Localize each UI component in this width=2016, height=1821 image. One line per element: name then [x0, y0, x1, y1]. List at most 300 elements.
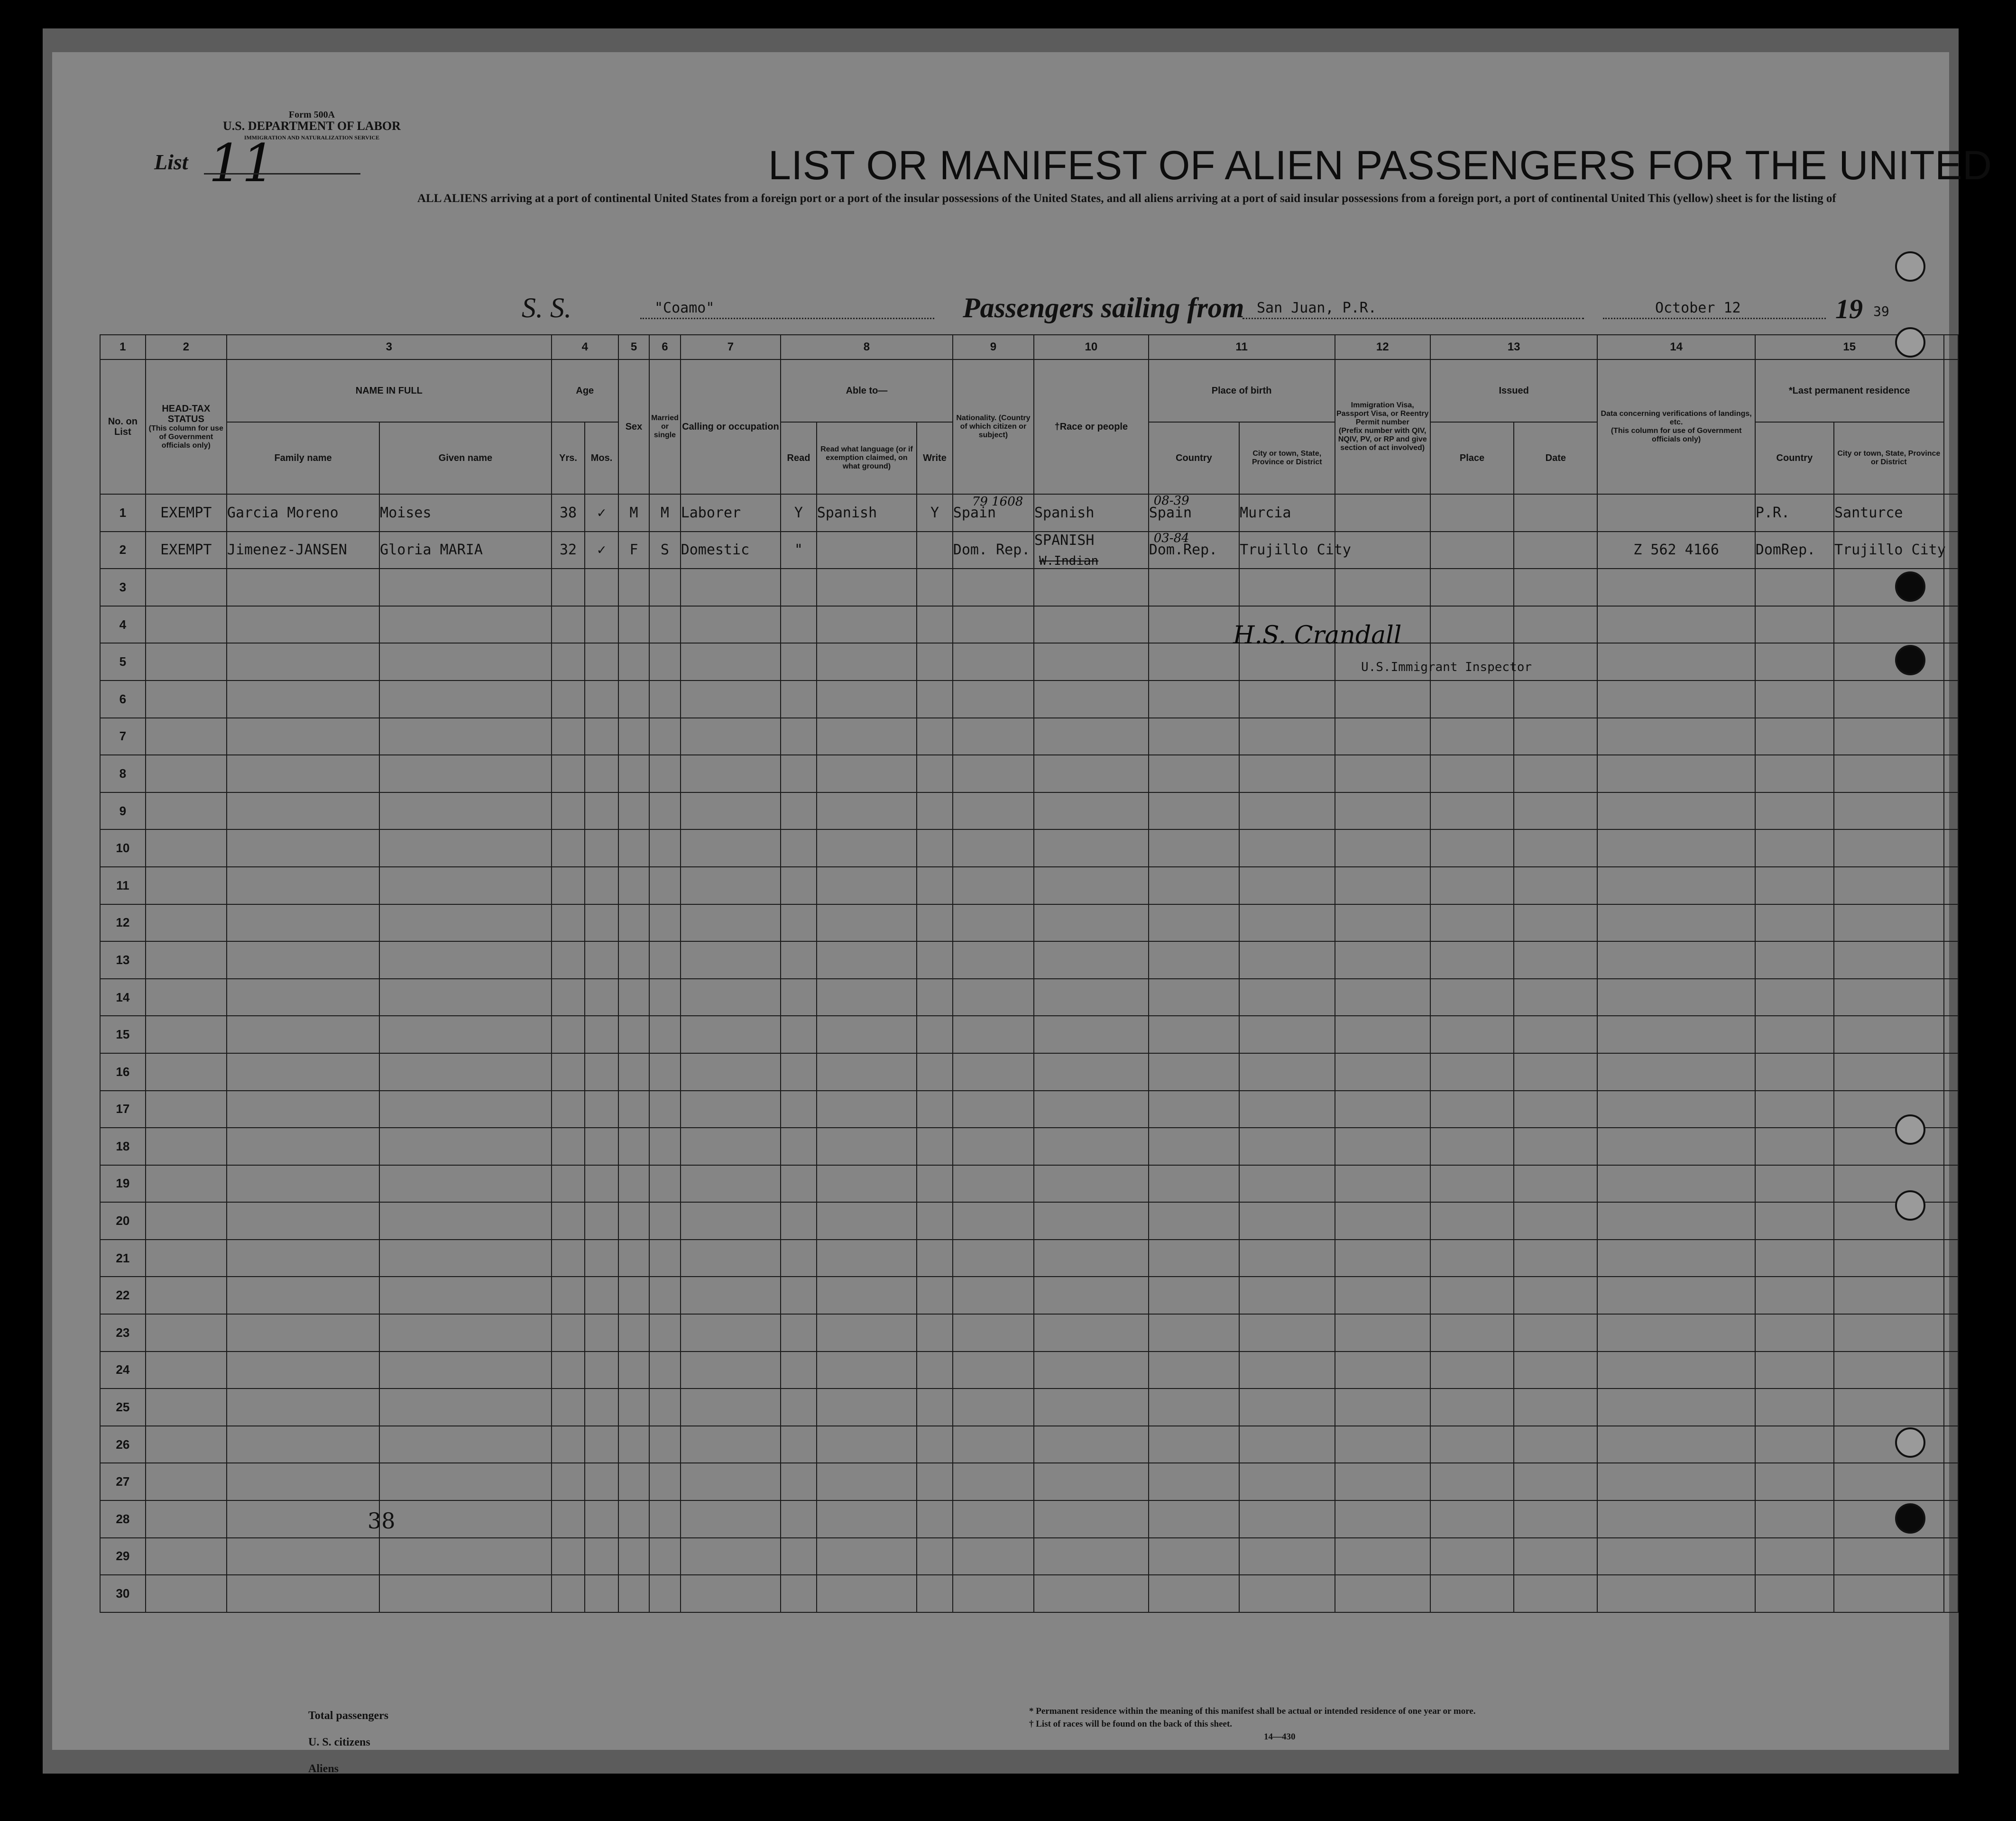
empty-cell — [618, 1128, 649, 1165]
empty-cell — [379, 1500, 552, 1538]
empty-cell — [917, 569, 953, 606]
empty-cell — [227, 829, 379, 867]
header-issued: Issued — [1430, 359, 1598, 422]
empty-cell — [649, 681, 680, 718]
empty-cell — [1335, 1463, 1430, 1500]
empty-cell — [552, 1500, 585, 1538]
empty-cell — [618, 1202, 649, 1240]
header-able-to: Able to— — [781, 359, 953, 422]
empty-cell — [649, 569, 680, 606]
empty-cell — [1755, 1202, 1834, 1240]
empty-cell — [817, 1463, 917, 1500]
empty-cell — [585, 1538, 618, 1575]
empty-cell — [1430, 1352, 1514, 1389]
empty-cell — [817, 979, 917, 1016]
empty-cell — [1597, 1463, 1755, 1500]
empty-cell — [1514, 867, 1597, 904]
empty-cell — [1239, 979, 1335, 1016]
empty-cell — [227, 1091, 379, 1128]
empty-cell — [681, 941, 781, 979]
empty-cell — [953, 1016, 1034, 1053]
empty-cell — [618, 569, 649, 606]
empty-cell — [953, 1538, 1034, 1575]
empty-cell — [552, 718, 585, 755]
cell-head-tax: EXEMPT — [146, 532, 227, 569]
empty-cell — [1755, 1538, 1834, 1575]
empty-cell — [1597, 979, 1755, 1016]
empty-cell — [1514, 1165, 1597, 1203]
empty-cell — [1834, 1500, 1944, 1538]
empty-cell — [1755, 792, 1834, 830]
empty-cell — [1149, 941, 1239, 979]
empty-cell — [781, 1352, 817, 1389]
empty-cell — [1514, 1128, 1597, 1165]
empty-cell — [618, 979, 649, 1016]
empty-cell — [379, 643, 552, 681]
page-title: LIST OR MANIFEST OF ALIEN PASSENGERS FOR THE UNITED — [768, 143, 1992, 188]
empty-cell — [681, 904, 781, 942]
empty-cell — [1335, 1202, 1430, 1240]
empty-cell — [681, 1091, 781, 1128]
binder-hole — [1895, 645, 1925, 675]
empty-cell — [552, 867, 585, 904]
service-name: IMMIGRATION AND NATURALIZATION SERVICE — [244, 134, 380, 141]
empty-cell — [227, 1053, 379, 1091]
empty-cell — [552, 1314, 585, 1352]
empty-cell — [1944, 1053, 1958, 1091]
empty-cell — [1597, 606, 1755, 644]
empty-cell — [146, 829, 227, 867]
empty-cell — [1514, 792, 1597, 830]
empty-cell — [618, 755, 649, 792]
empty-cell — [1597, 1389, 1755, 1426]
manifest-rows — [100, 494, 1958, 1612]
empty-row — [100, 1016, 1958, 1053]
empty-cell — [1239, 1128, 1335, 1165]
manifest-table — [100, 334, 1959, 1613]
empty-cell — [1755, 1575, 1834, 1612]
empty-cell — [1430, 792, 1514, 830]
empty-cell — [953, 755, 1034, 792]
empty-cell — [1034, 1352, 1149, 1389]
empty-cell — [953, 941, 1034, 979]
nationality-code-note: 79 1608 — [972, 495, 1023, 509]
empty-cell — [1149, 1538, 1239, 1575]
empty-cell — [1944, 1352, 1958, 1389]
header-head-tax — [146, 359, 227, 494]
empty-cell — [146, 792, 227, 830]
empty-cell — [552, 1277, 585, 1314]
footnotes — [1029, 1705, 1475, 1743]
header-read: Read — [781, 422, 817, 494]
empty-cell — [917, 904, 953, 942]
totals-block — [308, 1702, 388, 1782]
empty-cell — [379, 867, 552, 904]
empty-cell — [1034, 867, 1149, 904]
empty-cell — [953, 792, 1034, 830]
empty-cell — [585, 1165, 618, 1203]
empty-cell — [917, 1352, 953, 1389]
empty-cell — [1834, 569, 1944, 606]
row-number: 7 — [100, 718, 146, 755]
empty-cell — [1944, 904, 1958, 942]
cell-res-country: DomRep. — [1755, 532, 1834, 569]
empty-cell — [146, 643, 227, 681]
empty-cell — [146, 1053, 227, 1091]
empty-cell — [1430, 1202, 1514, 1240]
empty-cell — [552, 979, 585, 1016]
empty-cell — [681, 1314, 781, 1352]
empty-cell — [1149, 681, 1239, 718]
empty-cell — [1597, 643, 1755, 681]
empty-cell — [1430, 1165, 1514, 1203]
empty-cell — [1034, 1463, 1149, 1500]
cell-given: Moises — [379, 494, 552, 532]
empty-cell — [953, 1314, 1034, 1352]
empty-cell — [817, 1575, 917, 1612]
empty-cell — [1597, 1352, 1755, 1389]
empty-cell — [1755, 1389, 1834, 1426]
empty-cell — [1514, 1426, 1597, 1463]
empty-cell — [1034, 1314, 1149, 1352]
empty-cell — [781, 1165, 817, 1203]
empty-cell — [1239, 1575, 1335, 1612]
empty-row — [100, 1352, 1958, 1389]
empty-cell — [379, 606, 552, 644]
empty-cell — [1034, 1426, 1149, 1463]
empty-cell — [649, 1389, 680, 1426]
empty-cell — [1755, 1500, 1834, 1538]
footnote-residence: * Permanent residence within the meaning of this manifest shall be actual or intended residence of one year or more. — [1029, 1706, 1476, 1716]
empty-cell — [1755, 1314, 1834, 1352]
empty-cell — [1755, 569, 1834, 606]
empty-cell — [1430, 1016, 1514, 1053]
empty-cell — [1149, 1389, 1239, 1426]
binder-hole — [1895, 327, 1925, 358]
empty-cell — [1149, 1314, 1239, 1352]
empty-cell — [917, 1053, 953, 1091]
manifest-sheet — [52, 52, 1992, 1775]
head-tax-label: HEAD-TAX STATUS — [162, 404, 211, 424]
empty-cell — [1944, 1016, 1958, 1053]
empty-cell — [917, 1277, 953, 1314]
empty-cell — [1239, 1165, 1335, 1203]
empty-cell — [379, 1538, 552, 1575]
empty-cell — [1149, 1500, 1239, 1538]
tally-number: 38 — [368, 1508, 396, 1534]
empty-cell — [379, 1091, 552, 1128]
empty-cell — [379, 829, 552, 867]
empty-cell — [1834, 1389, 1944, 1426]
list-label: List — [154, 150, 188, 174]
empty-cell — [1514, 569, 1597, 606]
empty-cell — [1834, 1426, 1944, 1463]
empty-cell — [552, 1538, 585, 1575]
empty-cell — [1834, 867, 1944, 904]
us-citizens-label: U. S. citizens — [308, 1736, 370, 1748]
empty-cell — [681, 569, 781, 606]
empty-cell — [618, 1016, 649, 1053]
empty-row — [100, 718, 1958, 755]
cell-birth-country: Dom.Rep. 03-84 — [1149, 532, 1239, 569]
empty-cell — [1430, 569, 1514, 606]
empty-cell — [681, 979, 781, 1016]
empty-cell — [552, 681, 585, 718]
col-number: 12 — [1335, 335, 1430, 359]
empty-row — [100, 569, 1958, 606]
col-number: 15 — [1755, 335, 1944, 359]
empty-cell — [618, 1352, 649, 1389]
empty-cell — [917, 1500, 953, 1538]
sailing-date: October 12 — [1655, 300, 1741, 316]
empty-row — [100, 904, 1958, 942]
empty-cell — [953, 1128, 1034, 1165]
struck-race-note: W.Indian — [1039, 554, 1099, 569]
empty-cell — [227, 1128, 379, 1165]
empty-cell — [379, 1128, 552, 1165]
empty-cell — [817, 606, 917, 644]
empty-cell — [379, 904, 552, 942]
empty-cell — [1944, 569, 1958, 606]
empty-cell — [1755, 1426, 1834, 1463]
cell-head-tax: EXEMPT — [146, 494, 227, 532]
empty-cell — [227, 755, 379, 792]
row-number: 13 — [100, 941, 146, 979]
empty-cell — [953, 718, 1034, 755]
empty-cell — [953, 569, 1034, 606]
empty-cell — [681, 867, 781, 904]
empty-cell — [1430, 941, 1514, 979]
cell-race: SPANISH W.Indian — [1034, 532, 1149, 569]
empty-cell — [1834, 1463, 1944, 1500]
empty-cell — [552, 755, 585, 792]
passenger-row — [100, 532, 1958, 569]
empty-cell — [953, 867, 1034, 904]
empty-cell — [1597, 1091, 1755, 1128]
empty-row — [100, 1538, 1958, 1575]
empty-cell — [1597, 792, 1755, 830]
empty-cell — [146, 718, 227, 755]
empty-cell — [1034, 1575, 1149, 1612]
empty-cell — [1514, 1500, 1597, 1538]
empty-cell — [1597, 829, 1755, 867]
empty-cell — [917, 606, 953, 644]
empty-cell — [1834, 1165, 1944, 1203]
empty-cell — [1239, 941, 1335, 979]
empty-cell — [227, 1277, 379, 1314]
empty-row — [100, 1575, 1958, 1612]
cell-sex: F — [618, 532, 649, 569]
row-number: 19 — [100, 1165, 146, 1203]
cell-verification — [1597, 494, 1755, 532]
empty-cell — [817, 904, 917, 942]
empty-cell — [781, 1575, 817, 1612]
empty-cell — [681, 792, 781, 830]
header-res-country: Country — [1755, 422, 1834, 494]
cell-nationality: Spain 79 1608 — [953, 494, 1034, 532]
empty-cell — [1239, 1016, 1335, 1053]
empty-cell — [1239, 904, 1335, 942]
empty-cell — [1430, 1240, 1514, 1277]
empty-cell — [1944, 1463, 1958, 1500]
empty-cell — [1335, 941, 1430, 979]
empty-cell — [1239, 755, 1335, 792]
birth-code-note: 03-84 — [1153, 531, 1189, 545]
empty-cell — [1335, 1277, 1430, 1314]
empty-cell — [1034, 941, 1149, 979]
empty-cell — [146, 904, 227, 942]
empty-cell — [681, 1053, 781, 1091]
cell-yrs: 32 — [552, 532, 585, 569]
cell-calling: Laborer — [681, 494, 781, 532]
empty-cell — [649, 1240, 680, 1277]
header-issued-place: Place — [1430, 422, 1514, 494]
empty-cell — [1239, 1538, 1335, 1575]
empty-cell — [1149, 867, 1239, 904]
empty-cell — [1755, 1277, 1834, 1314]
row-number: 14 — [100, 979, 146, 1016]
empty-cell — [618, 1389, 649, 1426]
empty-cell — [585, 569, 618, 606]
empty-cell — [649, 1463, 680, 1500]
empty-row — [100, 1165, 1958, 1203]
empty-cell — [1149, 643, 1239, 681]
empty-cell — [585, 904, 618, 942]
empty-cell — [146, 1202, 227, 1240]
empty-cell — [781, 1538, 817, 1575]
cell-race: Spanish — [1034, 494, 1149, 532]
empty-cell — [1430, 904, 1514, 942]
empty-cell — [781, 867, 817, 904]
empty-cell — [953, 1426, 1034, 1463]
empty-cell — [146, 1277, 227, 1314]
cell-mos: ✓ — [585, 532, 618, 569]
empty-cell — [781, 829, 817, 867]
empty-cell — [1755, 829, 1834, 867]
empty-cell — [1034, 1277, 1149, 1314]
empty-cell — [1834, 904, 1944, 942]
header-place-of-birth: Place of birth — [1149, 359, 1335, 422]
empty-cell — [1514, 1314, 1597, 1352]
empty-cell — [917, 1463, 953, 1500]
birth-code-note: 08-39 — [1153, 494, 1189, 508]
empty-cell — [1430, 829, 1514, 867]
empty-cell — [1239, 718, 1335, 755]
empty-cell — [1944, 1426, 1958, 1463]
empty-cell — [1755, 755, 1834, 792]
port-underline — [1243, 318, 1584, 319]
empty-cell — [1335, 1091, 1430, 1128]
header-res-city: City or town, State, Province or District — [1834, 422, 1944, 494]
empty-cell — [1149, 569, 1239, 606]
empty-cell — [649, 1202, 680, 1240]
empty-cell — [649, 829, 680, 867]
col-number: 7 — [681, 335, 781, 359]
empty-cell — [1755, 941, 1834, 979]
empty-cell — [618, 606, 649, 644]
empty-cell — [649, 1277, 680, 1314]
empty-cell — [1335, 829, 1430, 867]
empty-cell — [953, 829, 1034, 867]
empty-cell — [681, 1165, 781, 1203]
empty-cell — [1034, 1538, 1149, 1575]
empty-cell — [379, 1240, 552, 1277]
empty-cell — [1944, 1277, 1958, 1314]
empty-cell — [146, 1091, 227, 1128]
cell-family: Jimenez-JANSEN — [227, 532, 379, 569]
empty-cell — [552, 904, 585, 942]
row-number: 6 — [100, 681, 146, 718]
empty-cell — [585, 1463, 618, 1500]
margin-cell — [1944, 359, 1958, 494]
row-number: 18 — [100, 1128, 146, 1165]
empty-cell — [379, 1575, 552, 1612]
header-row-1 — [100, 359, 1958, 422]
empty-cell — [1755, 1240, 1834, 1277]
empty-cell — [781, 1202, 817, 1240]
empty-cell — [1430, 867, 1514, 904]
inspector-title: U.S.Immigrant Inspector — [1361, 660, 1532, 674]
col-number: 13 — [1430, 335, 1598, 359]
empty-cell — [953, 1463, 1034, 1500]
empty-row — [100, 606, 1958, 644]
empty-cell — [649, 1165, 680, 1203]
empty-cell — [552, 829, 585, 867]
empty-cell — [1834, 792, 1944, 830]
empty-cell — [1335, 904, 1430, 942]
empty-cell — [1944, 979, 1958, 1016]
empty-cell — [1514, 1202, 1597, 1240]
empty-cell — [1834, 979, 1944, 1016]
empty-cell — [227, 979, 379, 1016]
empty-cell — [1834, 1128, 1944, 1165]
empty-cell — [379, 792, 552, 830]
header-name-in-full: NAME IN FULL — [227, 359, 552, 422]
empty-cell — [817, 829, 917, 867]
empty-cell — [1944, 1389, 1958, 1426]
empty-cell — [1597, 867, 1755, 904]
ship-name: "Coamo" — [654, 300, 715, 316]
empty-cell — [817, 1128, 917, 1165]
empty-cell — [649, 1091, 680, 1128]
empty-cell — [1514, 904, 1597, 942]
empty-cell — [1834, 1277, 1944, 1314]
empty-cell — [1335, 755, 1430, 792]
empty-cell — [1430, 1053, 1514, 1091]
empty-cell — [1149, 1202, 1239, 1240]
empty-cell — [618, 718, 649, 755]
empty-cell — [618, 829, 649, 867]
empty-cell — [917, 867, 953, 904]
empty-cell — [1834, 681, 1944, 718]
empty-cell — [681, 1352, 781, 1389]
row-number: 9 — [100, 792, 146, 830]
empty-row — [100, 1389, 1958, 1426]
empty-cell — [649, 755, 680, 792]
row-number: 12 — [100, 904, 146, 942]
empty-cell — [1597, 1240, 1755, 1277]
empty-row — [100, 1091, 1958, 1128]
page-subtitle: ALL ALIENS arriving at a port of continental United States from a foreign port or a port of the insular possessions of the United States, and all aliens arriving at a port of said insular possessions from a foreign port, a port of continental United This (yellow) sheet is for the listing of — [417, 192, 1836, 205]
empty-cell — [1514, 1053, 1597, 1091]
empty-cell — [618, 1426, 649, 1463]
empty-cell — [781, 792, 817, 830]
empty-cell — [1597, 1053, 1755, 1091]
empty-cell — [649, 1538, 680, 1575]
empty-cell — [649, 904, 680, 942]
empty-cell — [552, 1128, 585, 1165]
empty-cell — [1335, 979, 1430, 1016]
